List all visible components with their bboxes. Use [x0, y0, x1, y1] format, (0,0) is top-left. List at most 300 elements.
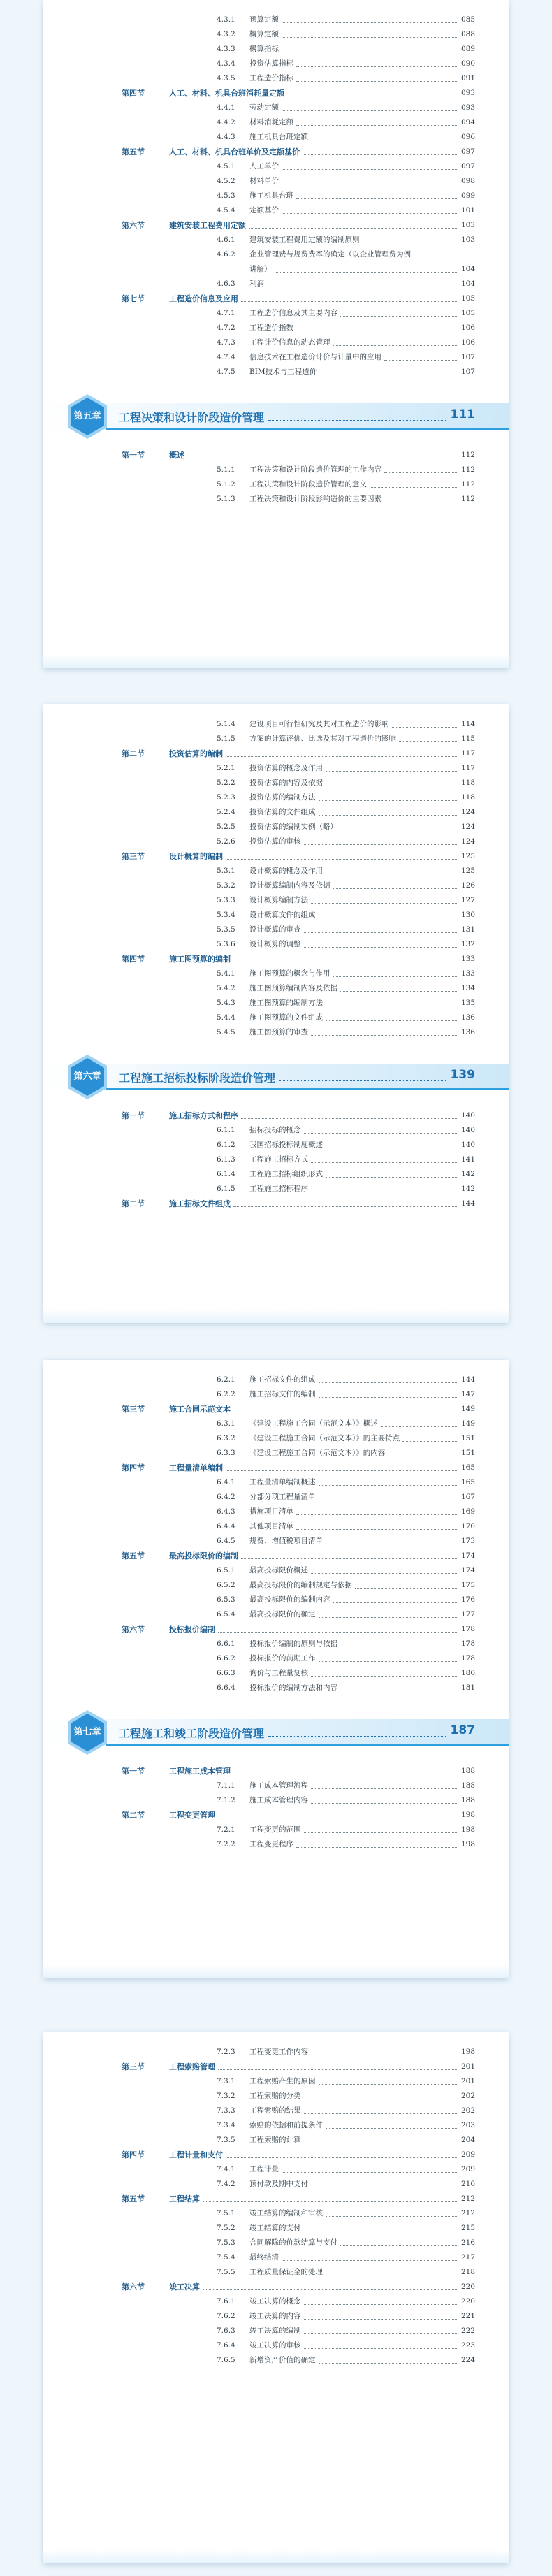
subsection-number: 7.5.5	[217, 2268, 235, 2276]
subsection-title: 投资估算的编制实例（略）	[249, 823, 337, 831]
subsection-entry[interactable]	[43, 477, 509, 492]
subsection-entry[interactable]	[43, 42, 509, 57]
subsection-entry[interactable]	[43, 2162, 509, 2177]
subsection-number: 5.1.3	[217, 495, 235, 503]
leader-dots	[402, 1441, 457, 1442]
subsection-entry[interactable]	[43, 2250, 509, 2265]
chapter-title: 工程决策和设计阶段造价管理	[119, 411, 265, 424]
leader-dots	[319, 815, 457, 816]
section-entry[interactable]	[43, 2192, 509, 2206]
page-number: 215	[460, 2224, 475, 2232]
subsection-entry[interactable]	[43, 1138, 509, 1152]
page-number: 094	[460, 118, 475, 126]
subsection-entry[interactable]	[43, 2045, 509, 2060]
section-entry[interactable]	[43, 291, 509, 306]
page-number: 089	[460, 45, 475, 53]
subsection-number: 7.3.4	[217, 2121, 235, 2129]
subsection-number: 4.5.2	[217, 177, 235, 185]
toc-page-1	[43, 0, 509, 668]
subsection-title: BIM技术与工程造价	[249, 368, 317, 376]
subsection-entry[interactable]	[43, 203, 509, 218]
subsection-title: 投资估算的内容及依据	[249, 779, 323, 787]
subsection-number: 7.6.2	[217, 2312, 235, 2320]
leader-dots	[275, 272, 457, 273]
subsection-title: 工程索赔的计算	[249, 2136, 301, 2144]
page-number: 176	[460, 1595, 475, 1604]
section-title: 施工招标方式和程序	[169, 1111, 238, 1120]
leader-dots	[355, 1588, 457, 1589]
subsection-entry[interactable]	[43, 761, 509, 776]
chapter-leader-dots	[268, 1736, 446, 1737]
subsection-title: 工程施工招标方式	[249, 1155, 308, 1164]
page-number: 088	[460, 30, 475, 38]
subsection-entry[interactable]	[43, 2338, 509, 2353]
subsection-entry[interactable]	[43, 247, 509, 262]
page-number: 106	[460, 324, 475, 332]
page-number: 151	[460, 1449, 475, 1457]
subsection-number: 4.3.4	[217, 59, 235, 68]
page-number: 170	[460, 1522, 475, 1531]
subsection-entry[interactable]	[43, 2265, 509, 2280]
subsection-entry[interactable]	[43, 1651, 509, 1666]
page-number: 149	[460, 1405, 475, 1413]
page-number: 106	[460, 338, 475, 347]
subsection-entry[interactable]	[43, 967, 509, 981]
subsection-entry[interactable]	[43, 2309, 509, 2324]
subsection-entry[interactable]	[43, 1431, 509, 1446]
subsection-title: 投标报价编制的原则与依据	[249, 1640, 337, 1648]
subsection-number: 4.4.2	[217, 118, 235, 126]
subsection-number: 4.7.2	[217, 324, 235, 332]
subsection-number: 5.1.5	[217, 735, 235, 743]
chapter-page-number: 139	[450, 1068, 475, 1082]
leader-dots	[304, 947, 457, 948]
subsection-entry[interactable]	[43, 1593, 509, 1607]
subsection-title: 设计概算的审查	[249, 925, 301, 934]
subsection-number: 5.1.1	[217, 465, 235, 474]
page-number: 141	[460, 1155, 475, 1164]
subsection-entry[interactable]	[43, 233, 509, 247]
subsection-entry[interactable]	[43, 2294, 509, 2309]
section-entry[interactable]	[43, 1402, 509, 1417]
page-footer-decoration	[43, 1964, 509, 1978]
leader-dots	[326, 1177, 457, 1178]
subsection-title: 最高投标限价的确定	[249, 1610, 316, 1619]
page-number: 212	[460, 2194, 475, 2203]
leader-dots	[311, 1035, 457, 1036]
section-title: 施工招标文件组成	[169, 1199, 231, 1208]
leader-dots	[333, 1602, 457, 1603]
subsection-number: 6.5.2	[217, 1581, 235, 1589]
chapter-band	[43, 1064, 509, 1090]
subsection-entry[interactable]	[43, 893, 509, 908]
subsection-title: 设计概算的调整	[249, 940, 301, 948]
leader-dots	[226, 2157, 457, 2158]
subsection-entry[interactable]	[43, 101, 509, 115]
subsection-entry[interactable]	[43, 1373, 509, 1387]
subsection-entry[interactable]	[43, 463, 509, 477]
subsection-number: 5.4.5	[217, 1028, 235, 1036]
page-number: 096	[460, 133, 475, 141]
subsection-entry[interactable]	[43, 1534, 509, 1549]
page-number: 202	[460, 2092, 475, 2100]
subsection-entry[interactable]	[43, 1837, 509, 1852]
subsection-entry[interactable]	[43, 130, 509, 145]
page-number: 135	[460, 999, 475, 1007]
subsection-title: 工程变更的范围	[249, 1825, 301, 1834]
subsection-entry[interactable]	[43, 1167, 509, 1182]
subsection-number: 6.1.4	[217, 1170, 235, 1178]
page-number: 136	[460, 1028, 475, 1036]
chapter-heading[interactable]	[43, 1708, 509, 1757]
subsection-title: 其他项目清单	[249, 1522, 293, 1531]
leader-dots	[384, 360, 457, 361]
subsection-number: 6.4.5	[217, 1537, 235, 1545]
subsection-entry[interactable]	[43, 2221, 509, 2236]
subsection-entry[interactable]	[43, 492, 509, 507]
leader-dots	[384, 472, 457, 473]
subsection-entry[interactable]	[43, 159, 509, 174]
subsection-title: 投标报价的编制方法和内容	[249, 1684, 337, 1692]
subsection-title: 施工成本管理内容	[249, 1796, 308, 1804]
subsection-number: 4.7.5	[217, 368, 235, 376]
page-number: 216	[460, 2238, 475, 2247]
subsection-number: 6.6.2	[217, 1654, 235, 1663]
section-title: 竣工决算	[169, 2282, 200, 2292]
leader-dots	[304, 2113, 457, 2114]
section-label: 第二节	[122, 1811, 145, 1820]
chapter-heading[interactable]	[43, 1052, 509, 1101]
subsection-entry[interactable]	[43, 790, 509, 805]
page-number: 090	[460, 59, 475, 68]
chapter-title: 工程施工招标投标阶段造价管理	[119, 1071, 276, 1085]
page-number: 118	[460, 779, 475, 787]
subsection-entry[interactable]	[43, 717, 509, 732]
section-label: 第一节	[122, 1767, 145, 1776]
subsection-title: 《建设工程施工合同（示范文本）》的主要特点	[249, 1434, 400, 1442]
section-entry[interactable]	[43, 746, 509, 761]
leader-dots	[218, 2069, 457, 2070]
section-title: 工程施工成本管理	[169, 1767, 231, 1776]
section-label: 第三节	[122, 2062, 145, 2071]
subsection-entry[interactable]	[43, 1182, 509, 1196]
subsection-number: 5.1.4	[217, 720, 235, 728]
subsection-title: 规费、增值税项目清单	[249, 1537, 323, 1545]
subsection-entry[interactable]	[43, 1563, 509, 1578]
subsection-title: 利润	[249, 280, 264, 288]
subsection-number: 5.2.2	[217, 779, 235, 787]
leader-dots	[241, 1558, 457, 1559]
subsection-number: 4.3.2	[217, 30, 235, 38]
subsection-title: 企业管理费与规费费率的确定（以企业管理费为例	[249, 250, 411, 259]
subsection-number: 4.7.4	[217, 353, 235, 361]
section-entry[interactable]	[43, 145, 509, 159]
subsection-entry[interactable]	[43, 1475, 509, 1490]
section-entry[interactable]	[43, 1764, 509, 1779]
subsection-entry[interactable]	[43, 820, 509, 834]
chapter-leader-dots	[268, 420, 446, 421]
subsection-number: 6.4.1	[217, 1478, 235, 1486]
toc-page-2	[43, 704, 509, 1323]
subsection-number: 7.2.1	[217, 1825, 235, 1834]
leader-dots	[218, 1632, 457, 1633]
subsection-entry[interactable]	[43, 350, 509, 365]
leader-dots	[311, 1573, 457, 1574]
subsection-title: 工程变更程序	[249, 1840, 293, 1848]
subsection-title: 最终结清	[249, 2253, 279, 2262]
section-entry[interactable]	[43, 1461, 509, 1475]
subsection-entry[interactable]	[43, 2236, 509, 2250]
subsection-entry[interactable]	[43, 1519, 509, 1534]
section-entry[interactable]	[43, 218, 509, 233]
leader-dots	[381, 1426, 457, 1427]
leader-dots	[311, 1803, 457, 1804]
leader-dots	[319, 1617, 457, 1618]
leader-dots	[282, 110, 457, 111]
page-number: 198	[460, 1811, 475, 1819]
subsection-title: 预付款及期中支付	[249, 2180, 308, 2188]
section-label: 第四节	[122, 89, 145, 98]
subsection-entry[interactable]	[43, 174, 509, 189]
leader-dots	[296, 125, 457, 126]
subsection-entry[interactable]	[43, 864, 509, 878]
subsection-entry[interactable]	[43, 2177, 509, 2192]
subsection-title: 设计概算编制内容及依据	[249, 881, 331, 890]
subsection-entry[interactable]	[43, 1123, 509, 1138]
section-label: 第六节	[122, 1625, 145, 1634]
section-entry[interactable]	[43, 952, 509, 967]
subsection-number: 4.4.1	[217, 103, 235, 112]
leader-dots	[304, 2304, 457, 2305]
page-number: 132	[460, 940, 475, 948]
subsection-entry[interactable]	[43, 2353, 509, 2368]
section-entry[interactable]	[43, 86, 509, 101]
subsection-entry[interactable]	[43, 1505, 509, 1519]
leader-dots	[340, 316, 457, 317]
leader-dots	[304, 2348, 457, 2349]
chapter-band	[43, 403, 509, 430]
leader-dots	[311, 1676, 457, 1677]
subsection-entry[interactable]	[43, 2089, 509, 2104]
toc-list	[43, 13, 509, 507]
leader-dots	[304, 1133, 457, 1134]
subsection-number: 5.1.2	[217, 480, 235, 489]
subsection-entry[interactable]	[43, 1637, 509, 1651]
page-number: 198	[460, 1825, 475, 1834]
section-entry[interactable]	[43, 1549, 509, 1563]
chapter-number: 第五章	[73, 411, 101, 421]
page-number: 204	[460, 2136, 475, 2144]
subsection-entry[interactable]	[43, 1446, 509, 1461]
subsection-entry[interactable]	[43, 335, 509, 350]
subsection-entry[interactable]	[43, 2074, 509, 2089]
subsection-number: 5.3.6	[217, 940, 235, 948]
subsection-number: 4.6.2	[217, 250, 235, 259]
subsection-number: 6.1.5	[217, 1185, 235, 1193]
subsection-number: 4.5.1	[217, 162, 235, 171]
section-label: 第四节	[122, 955, 145, 964]
leader-dots	[304, 2319, 457, 2320]
subsection-number: 6.4.3	[217, 1507, 235, 1516]
page-number: 107	[460, 353, 475, 361]
chapter-heading[interactable]	[43, 392, 509, 441]
page-number: 174	[460, 1551, 475, 1560]
leader-dots	[311, 1788, 457, 1789]
subsection-entry[interactable]	[43, 1779, 509, 1793]
subsection-entry[interactable]	[43, 922, 509, 937]
section-entry[interactable]	[43, 849, 509, 864]
subsection-number: 4.7.3	[217, 338, 235, 347]
subsection-entry[interactable]	[43, 321, 509, 335]
section-title: 工程结算	[169, 2194, 200, 2204]
page-number: 093	[460, 89, 475, 97]
subsection-entry[interactable]	[43, 1681, 509, 1695]
subsection-entry[interactable]	[43, 805, 509, 820]
section-entry[interactable]	[43, 1622, 509, 1637]
subsection-number: 5.3.3	[217, 896, 235, 904]
page-number: 212	[460, 2209, 475, 2217]
chapter-band	[43, 1719, 509, 1746]
section-entry[interactable]	[43, 2148, 509, 2162]
leader-dots	[296, 1529, 457, 1530]
page-number: 209	[460, 2150, 475, 2159]
subsection-entry[interactable]	[43, 878, 509, 893]
leader-dots	[203, 2289, 457, 2290]
section-label: 第二节	[122, 749, 145, 758]
subsection-entry[interactable]	[43, 1011, 509, 1025]
subsection-number: 6.3.2	[217, 1434, 235, 1442]
subsection-title: 定额基价	[249, 206, 279, 215]
section-label: 第五节	[122, 2194, 145, 2204]
section-entry[interactable]	[43, 2060, 509, 2074]
chapter-page-number: 187	[450, 1723, 475, 1737]
leader-dots	[241, 1118, 457, 1119]
subsection-entry[interactable]	[43, 996, 509, 1011]
section-entry[interactable]	[43, 1108, 509, 1123]
chapter-title: 工程施工和竣工阶段造价管理	[119, 1727, 265, 1740]
subsection-number: 7.3.2	[217, 2092, 235, 2100]
subsection-title: 劳动定额	[249, 103, 279, 112]
subsection-entry[interactable]	[43, 2206, 509, 2221]
subsection-title: 工程索赔的分类	[249, 2092, 301, 2100]
page-number: 126	[460, 881, 475, 890]
subsection-number: 4.3.5	[217, 74, 235, 82]
subsection-entry[interactable]	[43, 1152, 509, 1167]
page-number: 133	[460, 955, 475, 963]
subsection-title: 材料消耗定额	[249, 118, 293, 126]
page-number: 140	[460, 1126, 475, 1134]
subsection-entry[interactable]	[43, 908, 509, 922]
subsection-number: 6.3.3	[217, 1449, 235, 1457]
subsection-number: 5.2.3	[217, 793, 235, 802]
page-number: 221	[460, 2312, 475, 2320]
subsection-entry[interactable]	[43, 57, 509, 71]
leader-dots	[226, 1470, 457, 1471]
subsection-number: 4.4.3	[217, 133, 235, 141]
section-entry[interactable]	[43, 1808, 509, 1823]
subsection-entry[interactable]	[43, 776, 509, 790]
subsection-number: 6.4.2	[217, 1493, 235, 1501]
subsection-title: 《建设工程施工合同（示范文本）》的内容	[249, 1449, 386, 1457]
subsection-entry[interactable]	[43, 1793, 509, 1808]
subsection-entry[interactable]	[43, 115, 509, 130]
subsection-entry[interactable]	[43, 1417, 509, 1431]
subsection-entry[interactable]	[43, 27, 509, 42]
leader-dots	[399, 741, 457, 742]
subsection-entry[interactable]	[43, 981, 509, 996]
subsection-entry[interactable]	[43, 2324, 509, 2338]
page-number: 140	[460, 1141, 475, 1149]
subsection-entry[interactable]	[43, 937, 509, 952]
subsection-number: 7.3.5	[217, 2136, 235, 2144]
subsection-number: 5.2.1	[217, 764, 235, 772]
page-number: 202	[460, 2106, 475, 2115]
subsection-entry[interactable]	[43, 834, 509, 849]
subsection-entry[interactable]	[43, 732, 509, 746]
subsection-number: 6.5.3	[217, 1595, 235, 1604]
subsection-entry[interactable]	[43, 2104, 509, 2118]
section-entry[interactable]	[43, 2280, 509, 2294]
subsection-title: 工程施工招标组织形式	[249, 1170, 323, 1178]
subsection-entry[interactable]	[43, 1490, 509, 1505]
subsection-entry[interactable]	[43, 2118, 509, 2133]
section-entry[interactable]	[43, 1196, 509, 1211]
subsection-entry[interactable]	[43, 1578, 509, 1593]
subsection-entry[interactable]	[43, 2133, 509, 2148]
page-number: 147	[460, 1390, 475, 1398]
subsection-number: 5.4.3	[217, 999, 235, 1007]
leader-dots	[340, 991, 457, 992]
page-number: 165	[460, 1478, 475, 1486]
subsection-entry[interactable]	[43, 13, 509, 27]
page-number: 177	[460, 1610, 475, 1619]
section-label: 第一节	[122, 451, 145, 460]
page-number: 140	[460, 1111, 475, 1120]
subsection-entry[interactable]	[43, 1387, 509, 1402]
toc-page-3	[43, 1360, 509, 1978]
page-number: 178	[460, 1640, 475, 1648]
leader-dots	[282, 22, 457, 23]
subsection-entry[interactable]	[43, 189, 509, 203]
page-number: 112	[460, 495, 475, 503]
subsection-number: 4.5.3	[217, 191, 235, 200]
section-label: 第三节	[122, 852, 145, 861]
subsection-title: 招标投标的概念	[249, 1126, 301, 1134]
leader-dots	[333, 888, 457, 889]
subsection-entry[interactable]	[43, 1025, 509, 1040]
section-title: 投标报价编制	[169, 1625, 215, 1634]
subsection-number: 6.6.1	[217, 1640, 235, 1648]
leader-dots	[203, 2201, 457, 2202]
chapter-leader-dots	[279, 1080, 446, 1081]
subsection-entry[interactable]	[43, 71, 509, 86]
leader-dots	[282, 2172, 457, 2173]
subsection-entry[interactable]	[43, 1666, 509, 1681]
subsection-entry[interactable]	[43, 1823, 509, 1837]
page-number: 130	[460, 911, 475, 919]
subsection-entry[interactable]	[43, 1607, 509, 1622]
page-number: 210	[460, 2180, 475, 2188]
leader-dots	[311, 1162, 457, 1163]
subsection-entry[interactable]	[43, 306, 509, 321]
page-number: 136	[460, 1013, 475, 1022]
subsection-title: 投资估算的概念及作用	[249, 764, 323, 772]
subsection-entry[interactable]	[43, 277, 509, 291]
section-entry[interactable]	[43, 448, 509, 463]
subsection-entry[interactable]	[43, 365, 509, 379]
subsection-number: 4.6.1	[217, 236, 235, 244]
subsection-number: 6.2.2	[217, 1390, 235, 1398]
